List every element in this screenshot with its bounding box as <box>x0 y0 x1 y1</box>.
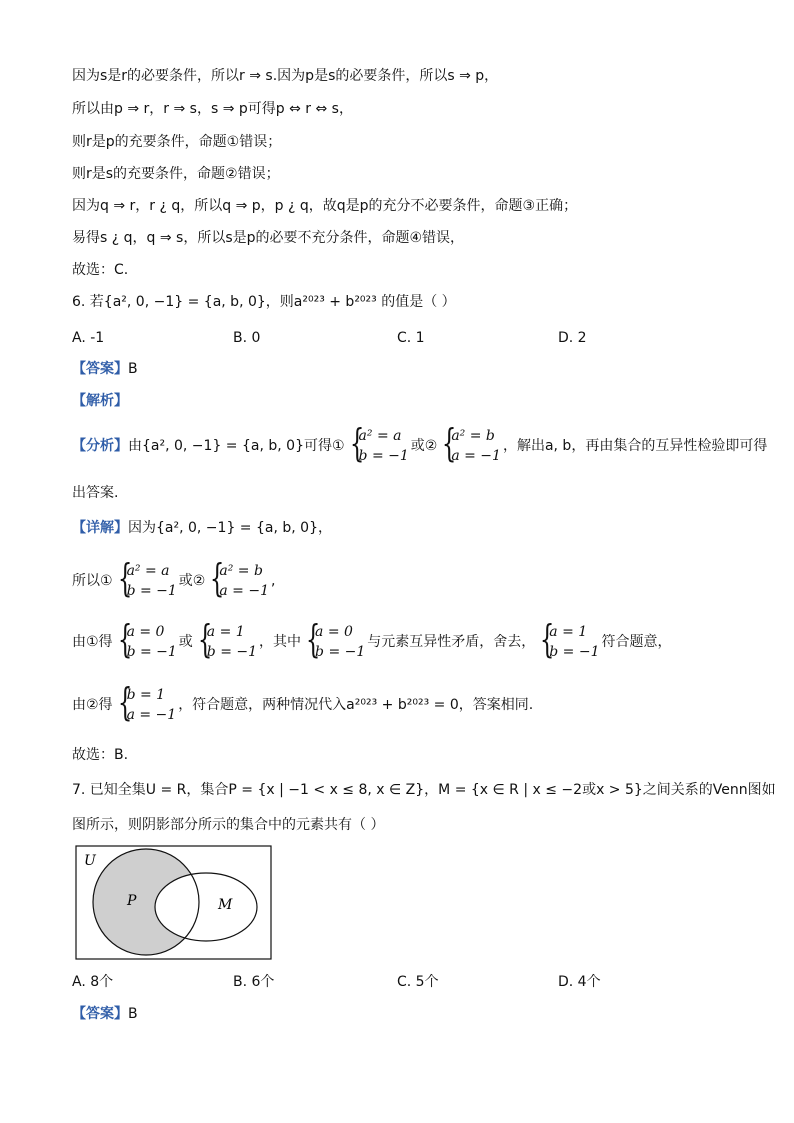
system-2b: { a² = b a = −1 <box>207 561 269 601</box>
line-6: 易得s ¿ q，q ⇒ s，所以s是p的必要不充分条件，命题④错误， <box>72 230 465 246</box>
q7-option-c: C. 5个 <box>397 974 439 990</box>
suoyi-or: 或② <box>178 573 206 589</box>
q6-you2-line <box>72 683 533 727</box>
system-2: { a² = b a = −1 <box>439 426 501 466</box>
you1-text: 由①得 <box>72 634 113 650</box>
q6-xiangjie <box>72 518 332 538</box>
answer-value: B <box>128 361 138 377</box>
q6-answer <box>72 359 138 379</box>
q6-fenxi <box>72 424 767 468</box>
suoyi-text: 所以① <box>72 573 113 589</box>
q7-option-b: B. 6个 <box>233 974 275 990</box>
venn-diagram <box>75 845 275 963</box>
fenxi-or: 或② <box>410 438 438 454</box>
system-3b: { a = 0 b = −1 <box>303 622 365 662</box>
answer-tag: 【答案】 <box>72 361 128 377</box>
q7-answer <box>72 1004 138 1024</box>
q6-option-c: C. 1 <box>397 330 425 346</box>
system-1b: { a² = a b = −1 <box>115 561 177 601</box>
answer-value-7: B <box>128 1006 138 1022</box>
q6-suoyi-line: 所以① { a² = a b = −1 或② { a² = b a = −1 , <box>72 559 275 603</box>
system-3: { a = 0 b = −1 <box>115 622 177 662</box>
q6-option-d: D. 2 <box>558 330 587 346</box>
system-4b: { a = 1 b = −1 <box>537 622 599 662</box>
line-3: 则r是p的充要条件，命题①错误； <box>72 134 282 150</box>
fenxi-text-a: 由{a², 0, −1} = {a, b, 0}可得① <box>128 438 345 454</box>
line-4: 则r是s的充要条件，命题②错误； <box>72 166 280 182</box>
q6-stem: 6. 若{a², 0, −1} = {a, b, 0}，则a²⁰²³ + b²⁰²³ 的值是（ ） <box>72 294 456 310</box>
line-1: 因为s是r的必要条件，所以r ⇒ s.因为p是s的必要条件，所以s ⇒ p， <box>72 68 499 84</box>
q7-stem-2: 图所示，则阴影部分所示的集合中的元素共有（ ） <box>72 817 385 833</box>
q7-stem-1: 7. 已知全集U = R，集合P = {x | −1 < x ≤ 8, x ∈ Z}，M = {x ∈ R | x ≤ −2或x > 5}之间关系的Venn图如 <box>72 782 776 798</box>
maodun-text: 与元素互异性矛盾，舍去， <box>367 634 536 650</box>
system-5: { b = 1 a = −1 <box>115 685 177 725</box>
q7-option-a: A. 8个 <box>72 974 114 990</box>
line-7: 故选：C. <box>72 262 129 278</box>
system-1: { a² = a b = −1 <box>347 426 409 466</box>
fenxi-text-b: ，解出a, b，再由集合的互异性检验即可得 <box>502 438 768 454</box>
ellipse-m <box>155 873 257 941</box>
system-4: { a = 1 b = −1 <box>195 622 257 662</box>
qizhong-text: ，其中 <box>259 634 302 650</box>
analysis-tag: 【解析】 <box>72 393 128 409</box>
line-2: 所以由p ⇒ r，r ⇒ s，s ⇒ p可得p ⇔ r ⇔ s， <box>72 101 353 117</box>
tail-text: ，符合题意，两种情况代入a²⁰²³ + b²⁰²³ = 0，答案相同. <box>178 697 534 713</box>
xiangjie-tag: 【详解】 <box>72 520 128 536</box>
xiangjie-text: 因为{a², 0, −1} = {a, b, 0}， <box>128 520 332 536</box>
label-m: M <box>218 897 233 913</box>
q6-option-a: A. -1 <box>72 330 105 346</box>
q6-analysis-tag <box>72 391 128 411</box>
q6-you1-line: 由①得 { a = 0 b = −1 或 { a = 1 b = −1 ，其中 { a = 0 b = −1 与元素互异性矛盾，舍去， { a = 1 b = −1 符合题意， <box>72 620 672 664</box>
fuhe-text: 符合题意， <box>601 634 672 650</box>
q6-option-b: B. 0 <box>233 330 261 346</box>
answer-tag-7: 【答案】 <box>72 1006 128 1022</box>
you2-text: 由②得 <box>72 697 113 713</box>
label-p: P <box>127 893 137 909</box>
fenxi-tag: 【分析】 <box>72 438 128 454</box>
line-5: 因为q ⇒ r，r ¿ q，所以q ⇒ p，p ¿ q，故q是p的充分不必要条件，命题③正确； <box>72 198 578 214</box>
q6-choose: 故选：B. <box>72 747 129 763</box>
q7-option-d: D. 4个 <box>558 974 601 990</box>
q6-fenxi-cont: 出答案. <box>72 485 119 501</box>
label-u: U <box>84 853 96 869</box>
